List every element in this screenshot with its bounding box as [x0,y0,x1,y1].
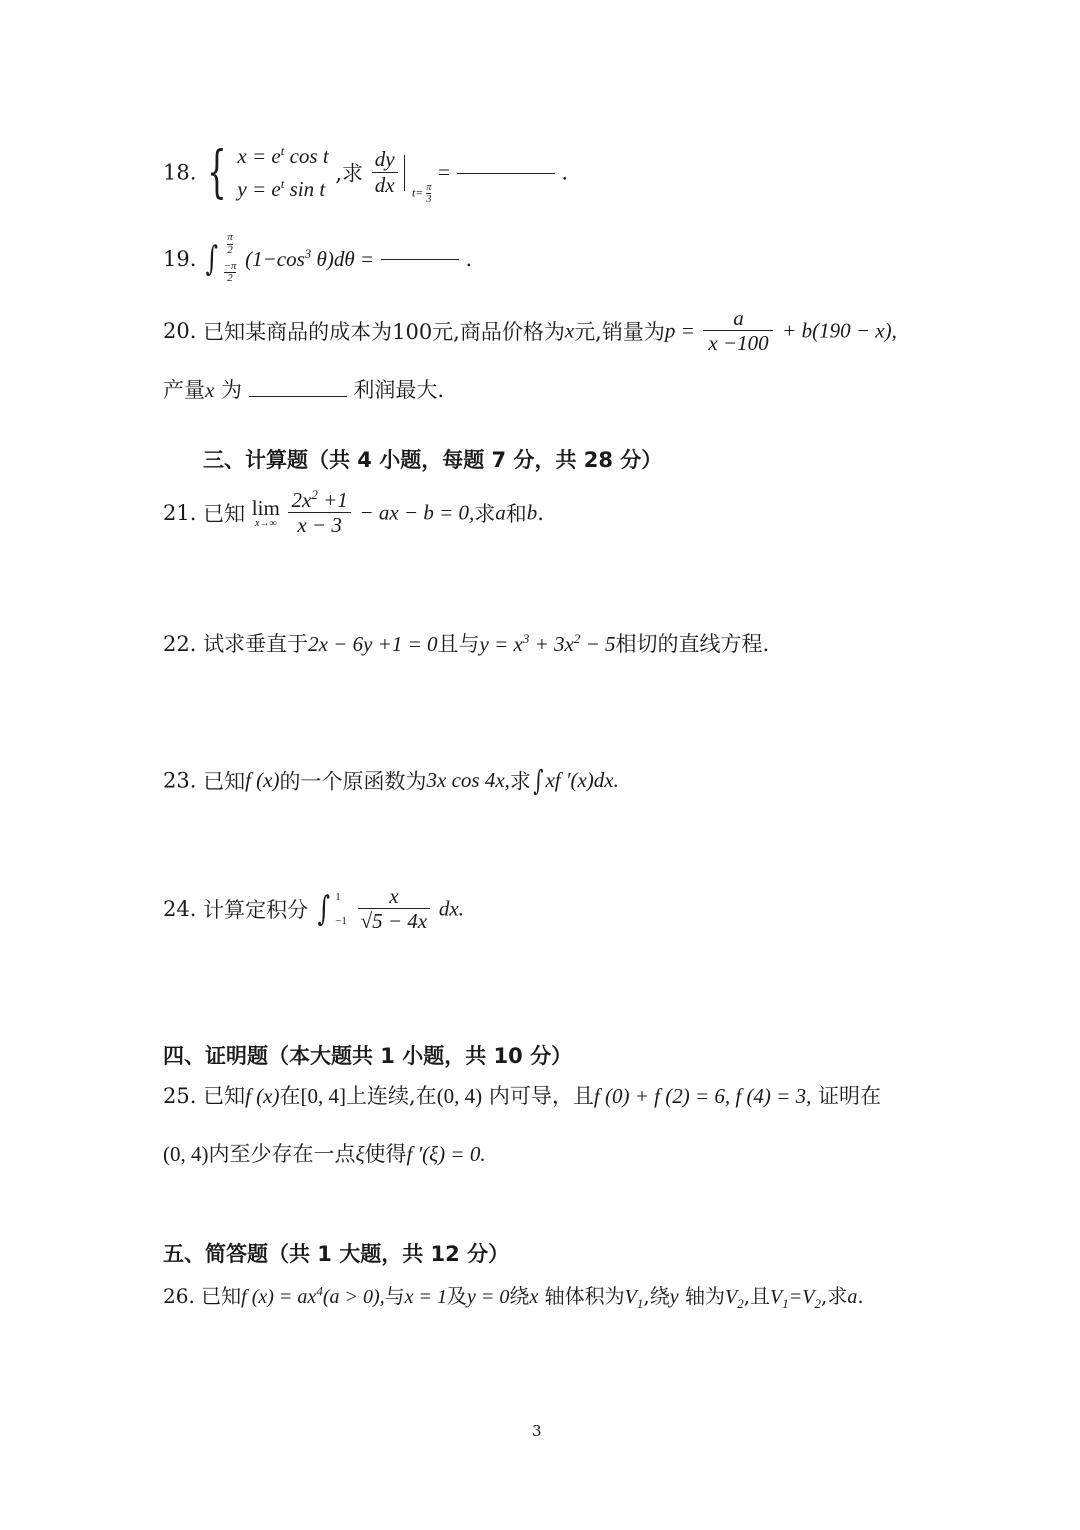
question-18: 18. { $x = e^t$ cos t $y = e^t$ sin t ,求 $\frac{dy}{dx}$ t= $\frac{\pi}{3}$ = . [163,139,568,205]
question-number: 18. [163,160,197,185]
evaluation-point: t= $\frac{\pi}{3}$ [411,181,432,205]
evaluation-bar [404,155,405,191]
sqrt-icon: √ [360,909,373,934]
question-20: 20. 已知某商品的成本为100元,商品价格为x元,销量为p = $\frac{a}{x -100}$ + b(190 − x), [163,306,897,356]
answer-blank-20[interactable] [249,395,347,397]
limit-operator: lim x→∞ [251,495,280,529]
question-20-line-2: 产量x 为 利润最大. [163,378,445,402]
question-number: 23. [163,768,197,793]
question-22: 22. 试求垂直于2x − 6y +1 = 0且与$y = x^3 + 3x^2 - 5$相切的直线方程. [163,631,770,656]
question-number: 21. [163,501,197,526]
question-number: 25. [163,1084,197,1108]
sales-fraction: $\frac{a}{x -100}$ [703,306,773,356]
answer-blank-19[interactable] [381,258,459,260]
integrand-fraction: $\frac{x}{√5 - 4x}$ [358,884,431,934]
question-number: 19. [163,246,197,271]
section-3-heading: 三、计算题（共 4 小题，每题 7 分，共 28 分） [203,448,663,472]
limit-fraction: $\frac{2x^2 +1}{x - 3}$ [288,488,350,538]
section-4-heading: 四、证明题（本大题共 1 小题，共 10 分） [163,1044,573,1068]
page-number: 3 [532,1422,542,1440]
question-25-line-2: (0, 4)内至少存在一点ξ使得f ′(ξ) = 0. [163,1142,486,1166]
integral-limits: $\frac{\pi}{2}$ $\frac{-\pi}{2}$ [223,231,237,285]
question-25: 25. 已知f (x)在[0, 4]上连续,在(0, 4) 内可导，且f (0) + f (2) = 6, f (4) = 3, 证明在 [163,1084,882,1108]
question-number: 22. [163,632,197,656]
question-21: 21. 已知 lim x→∞ $\frac{2x^2 +1}{x - 3}$ − ax − b = 0,求a和b. [163,487,544,538]
question-number: 20. [163,319,197,344]
question-number: 26. [163,1284,195,1308]
question-19: 19. ∫ $\frac{\pi}{2}$ $\frac{-\pi}{2}$ ($1-\cos^3$ θ)dθ = . [163,231,473,285]
integral-limits: 1 −1 [335,890,347,928]
section-5-heading: 五、简答题（共 1 大题，共 12 分） [163,1242,510,1266]
integral-sign: ∫ [205,238,219,279]
integral-sign: ∫ [317,889,330,930]
integral-sign: ∫ [533,764,544,797]
derivative-fraction: $\frac{dy}{dx}$ [372,147,398,197]
question-number: 24. [163,897,197,922]
left-brace: { [207,139,227,205]
answer-blank-18[interactable] [457,172,555,174]
question-23: 23. 已知f (x)的一个原函数为3x cos 4x,求∫ xf ′(x)dx. [163,764,619,797]
integrand: ($1-\cos^3$ θ)dθ = [245,245,375,271]
question-24: 24. 计算定积分 ∫ 1 −1 $\frac{x}{√5 - 4x}$ dx. [163,884,464,934]
parametric-system: $x = e^t$ cos t $y = e^t$ sin t [237,143,329,201]
question-26: 26. 已知f $(x) = ax^4(a > 0)$,与x = 1及y = 0绕x 轴体积为$V_1$,绕y 轴为$V_2$,且$V_1=V_2$,求a. [163,1283,864,1311]
